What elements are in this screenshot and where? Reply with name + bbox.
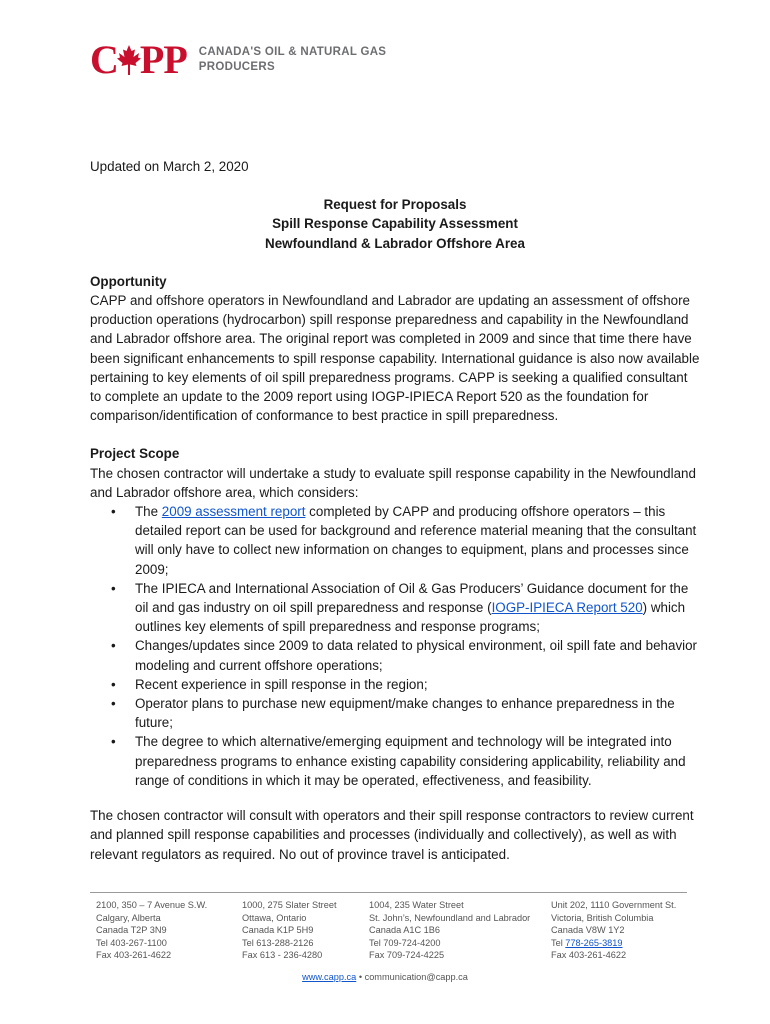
address-line: Calgary, Alberta [96, 912, 161, 923]
scope-closing: The chosen contractor will consult with operators and their spill response contractors to review current and planned spill response capabilities and processes (individually and collectively), as well as with relevant regulators as required. No out of province travel is anticipated. [90, 808, 694, 862]
phone-line [551, 937, 696, 950]
website-link[interactable]: www.capp.ca [302, 972, 357, 982]
list-item [135, 502, 700, 579]
rfp-subtitle: Spill Response Capability Assessment [272, 216, 518, 232]
footer-addresses [96, 899, 696, 962]
address-line: 1004, 235 Water Street [369, 900, 464, 910]
opportunity-body: CAPP and offshore operators in Newfoundland and Labrador are updating an assessment of offshore production operations (hydrocarbon) spill response preparedness and capability in the Newfoundland and Labrador offshore area. The original report was completed in 2009 and since that time there have been significant enhancements to spill response capability. International guidance is also now available pertaining to key elements of oil spill preparedness programs. CAPP is seeking a qualified consultant to complete an update to the 2009 report using IOGP-IPIECA Report 520 as the foundation for comparison/identification of conformance to best practice in spill preparedness. [90, 293, 700, 424]
list-item-text: ) which outlines key elements of spill preparedness and response programs; [135, 600, 686, 635]
maple-leaf-icon [116, 43, 142, 77]
footer-divider [90, 892, 687, 893]
org-name-line1: CANADA'S OIL & NATURAL GAS [198, 46, 387, 58]
address-line: 1000, 275 Slater Street [242, 900, 337, 910]
updated-date: Updated on March 2, 2020 [90, 159, 249, 174]
scope-list [90, 502, 700, 790]
stjohns-address [369, 899, 551, 962]
rfp-title: Request for Proposals [323, 197, 467, 213]
opportunity-heading: Opportunity [90, 273, 167, 289]
logo-org-name [199, 45, 387, 75]
separator: • [358, 972, 363, 982]
list-item-text: completed by CAPP and producing offshore operators – this detailed report can be used for background and reference material meaning that the consultant will only have to collect new information on changes to equipment, plans and processes since 2009; [135, 504, 697, 577]
ottawa-address [242, 899, 369, 962]
address-line: Canada T2P 3N9 [96, 925, 167, 936]
assessment-report-link[interactable]: 2009 assessment report [161, 504, 306, 520]
phone-line: Tel 403-267-1100 [96, 937, 167, 948]
phone-line: Tel 613-288-2126 [242, 937, 314, 948]
list-item: • Recent experience in spill response in the region; [135, 675, 700, 694]
iogp-report-link[interactable]: IOGP-IPIECA Report 520 [491, 600, 643, 616]
scope-heading: Project Scope [90, 446, 180, 462]
victoria-address [551, 899, 696, 962]
fax-line: Fax 403-261-4622 [96, 950, 172, 961]
list-item: • Operator plans to purchase new equipment/make changes to enhance preparedness in the future; [135, 694, 700, 732]
rfp-title-block [90, 195, 700, 253]
capp-logo [90, 37, 387, 82]
rfp-area: Newfoundland & Labrador Offshore Area [265, 235, 525, 251]
fax-line: Fax 403-261-4622 [551, 950, 627, 961]
victoria-phone-link[interactable]: 778-265-3819 [565, 937, 623, 948]
address-line: Canada K1P 5H9 [242, 925, 314, 936]
phone-line: Tel 709-724-4200 [369, 937, 441, 948]
document-body [90, 157, 700, 883]
phone-label: Tel [551, 937, 566, 948]
scope-intro: The chosen contractor will undertake a study to evaluate spill response capability in the Newfoundland and Labrador offshore area, which considers: [90, 465, 696, 500]
list-item: • The degree to which alternative/emerging equipment and technology will be integrated into preparedness programs to enhance existing capability considering applicability, reliability and range of conditions in which it may be operated, effectiveness, and feasibility. [135, 732, 700, 790]
address-line: Victoria, British Columbia [551, 912, 654, 923]
address-line: Unit 202, 1110 Government St. [551, 900, 677, 910]
address-line: Canada A1C 1B6 [369, 925, 441, 936]
fax-line: Fax 613 - 236-4280 [242, 950, 323, 961]
address-line: Ottawa, Ontario [242, 912, 307, 923]
logo-mark: C PP [90, 37, 187, 82]
address-line: St. John’s, Newfoundland and Labrador [369, 912, 531, 923]
footer-contact [0, 972, 770, 982]
list-item: • Changes/updates since 2009 to data related to physical environment, oil spill fate and behavior modeling and current offshore operations; [135, 636, 700, 674]
list-item [135, 579, 700, 637]
org-name-line2: PRODUCERS [198, 61, 275, 73]
list-item-text: The [135, 504, 162, 520]
address-line: Canada V8W 1Y2 [551, 925, 625, 936]
calgary-address [96, 899, 242, 962]
fax-line: Fax 709-724-4225 [369, 950, 445, 961]
address-line: 2100, 350 – 7 Avenue S.W. [96, 900, 208, 910]
email-text: communication@capp.ca [364, 972, 468, 982]
list-item-text: The IPIECA and International Association of Oil & Gas Producers’ Guidance document for the oil and gas industry on oil spill preparedness and response ( [135, 580, 689, 616]
